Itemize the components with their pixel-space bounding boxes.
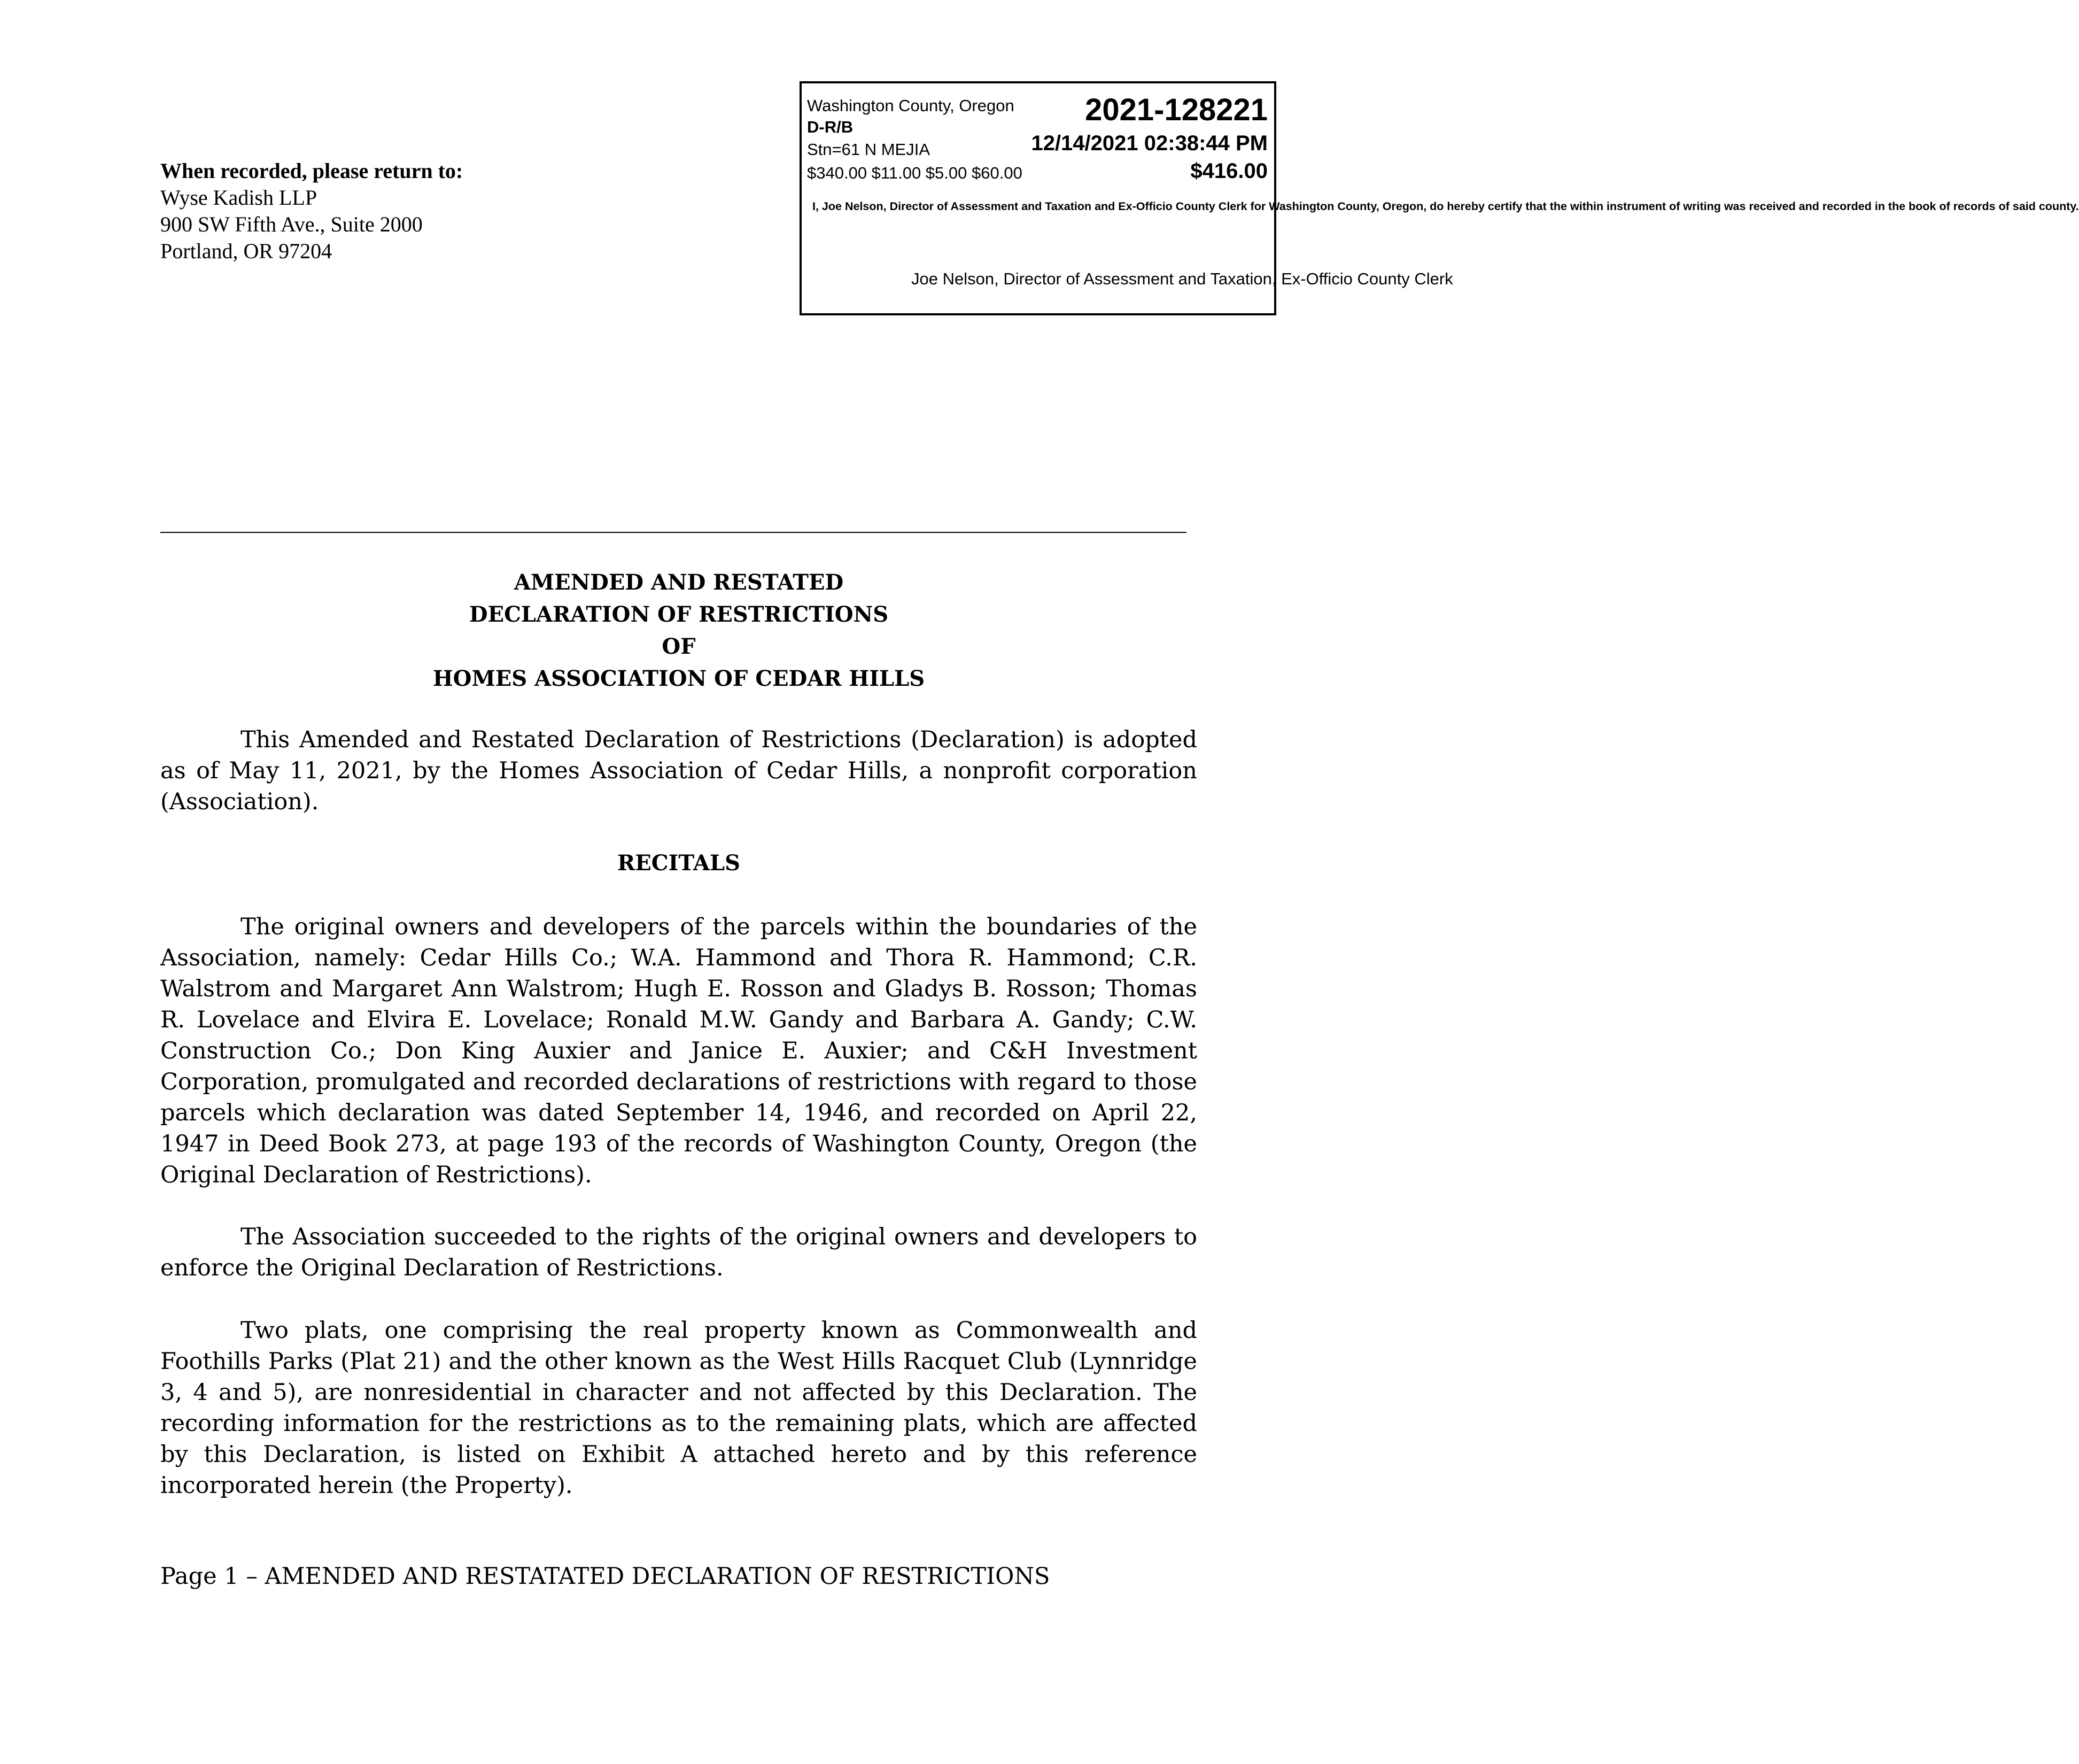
recital-text: Two plats, one comprising the real property known as Commonwealth and Foothills Parks (Plat 21) and the other known as the West Hills Racquet Club (Lynnridge 3, 4 and 5), are nonresidential in character and not affected by this Declaration. The recording information for the restrictions as to the remaining plats, which are affected by this Declaration, is listed on Exhibit A attached hereto and by this reference incorporated herein (the Property). (160, 1317, 1197, 1499)
return-city: Portland, OR 97204 (160, 239, 332, 263)
recital-paragraph (160, 911, 1197, 1190)
title-line-4: HOMES ASSOCIATION OF CEDAR HILLS (432, 666, 925, 691)
return-heading: When recorded, please return to: (160, 159, 463, 183)
return-address-block (160, 158, 463, 265)
intro-text: This Amended and Restated Declaration of Restrictions (Declaration) is adopted as of May 11, 2021, by the Homes Association of Cedar Hills, a nonprofit corporation (Association). (160, 726, 1197, 815)
stamp-signer: Joe Nelson, Director of Assessment and Taxation, Ex-Officio County Clerk (911, 269, 1453, 288)
stamp-total: $416.00 (1190, 159, 1268, 183)
recording-stamp (800, 81, 2079, 315)
horizontal-divider (160, 532, 1186, 533)
stamp-document-type: D-R/B (807, 118, 854, 136)
recital-text: The original owners and developers of the parcels within the boundaries of the Association, namely: Cedar Hills Co.; W.A. Hammond and Thora R. Hammond; C.R. Walstrom and Margaret Ann Walstrom; Hugh E. Rosson and Gladys B. Rosson; Thomas R. Lovelace and Elvira E. Lovelace; Ronald M.W. Gandy and Barbara A. Gandy; C.W. Construction Co.; Don King Auxier and Janice E. Auxier; and C&H Investment Corporation, promulgated and recorded declarations of restrictions with regard to those parcels which declaration was dated September 14, 1946, and recorded on April 22, 1947 in Deed Book 273, at page 193 of the records of Washington County, Oregon (the Original Declaration of Restrictions). (160, 914, 1197, 1188)
title-line-3: OF (662, 634, 696, 659)
stamp-certification: I, Joe Nelson, Director of Assessment and Taxation and Ex-Officio County Clerk for Washington County, Oregon, do hereby certify that the within instrument of writing was received and recorded in the book of records of said county. (812, 200, 2079, 213)
recital-paragraph (160, 1221, 1197, 1283)
recitals-heading: RECITALS (617, 850, 740, 876)
document-title (160, 567, 1197, 695)
recital-paragraph (160, 1315, 1197, 1501)
stamp-datetime: 12/14/2021 02:38:44 PM (1031, 131, 1268, 155)
stamp-county: Washington County, Oregon (807, 96, 1014, 115)
page-footer: Page 1 – AMENDED AND RESTATATED DECLARATION OF RESTRICTIONS (160, 1563, 1050, 1590)
stamp-station: Stn=61 N MEJIA (807, 140, 930, 159)
intro-paragraph (160, 724, 1197, 817)
recital-text: The Association succeeded to the rights of the original owners and developers to enforce the Original Declaration of Restrictions. (160, 1224, 1197, 1281)
return-firm: Wyse Kadish LLP (160, 185, 317, 210)
stamp-document-number: 2021-128221 (1085, 92, 1268, 127)
title-line-2: DECLARATION OF RESTRICTIONS (469, 602, 889, 627)
stamp-fees: $340.00 $11.00 $5.00 $60.00 (807, 164, 1022, 182)
title-line-1: AMENDED AND RESTATED (514, 570, 844, 595)
return-street: 900 SW Fifth Ave., Suite 2000 (160, 212, 423, 236)
